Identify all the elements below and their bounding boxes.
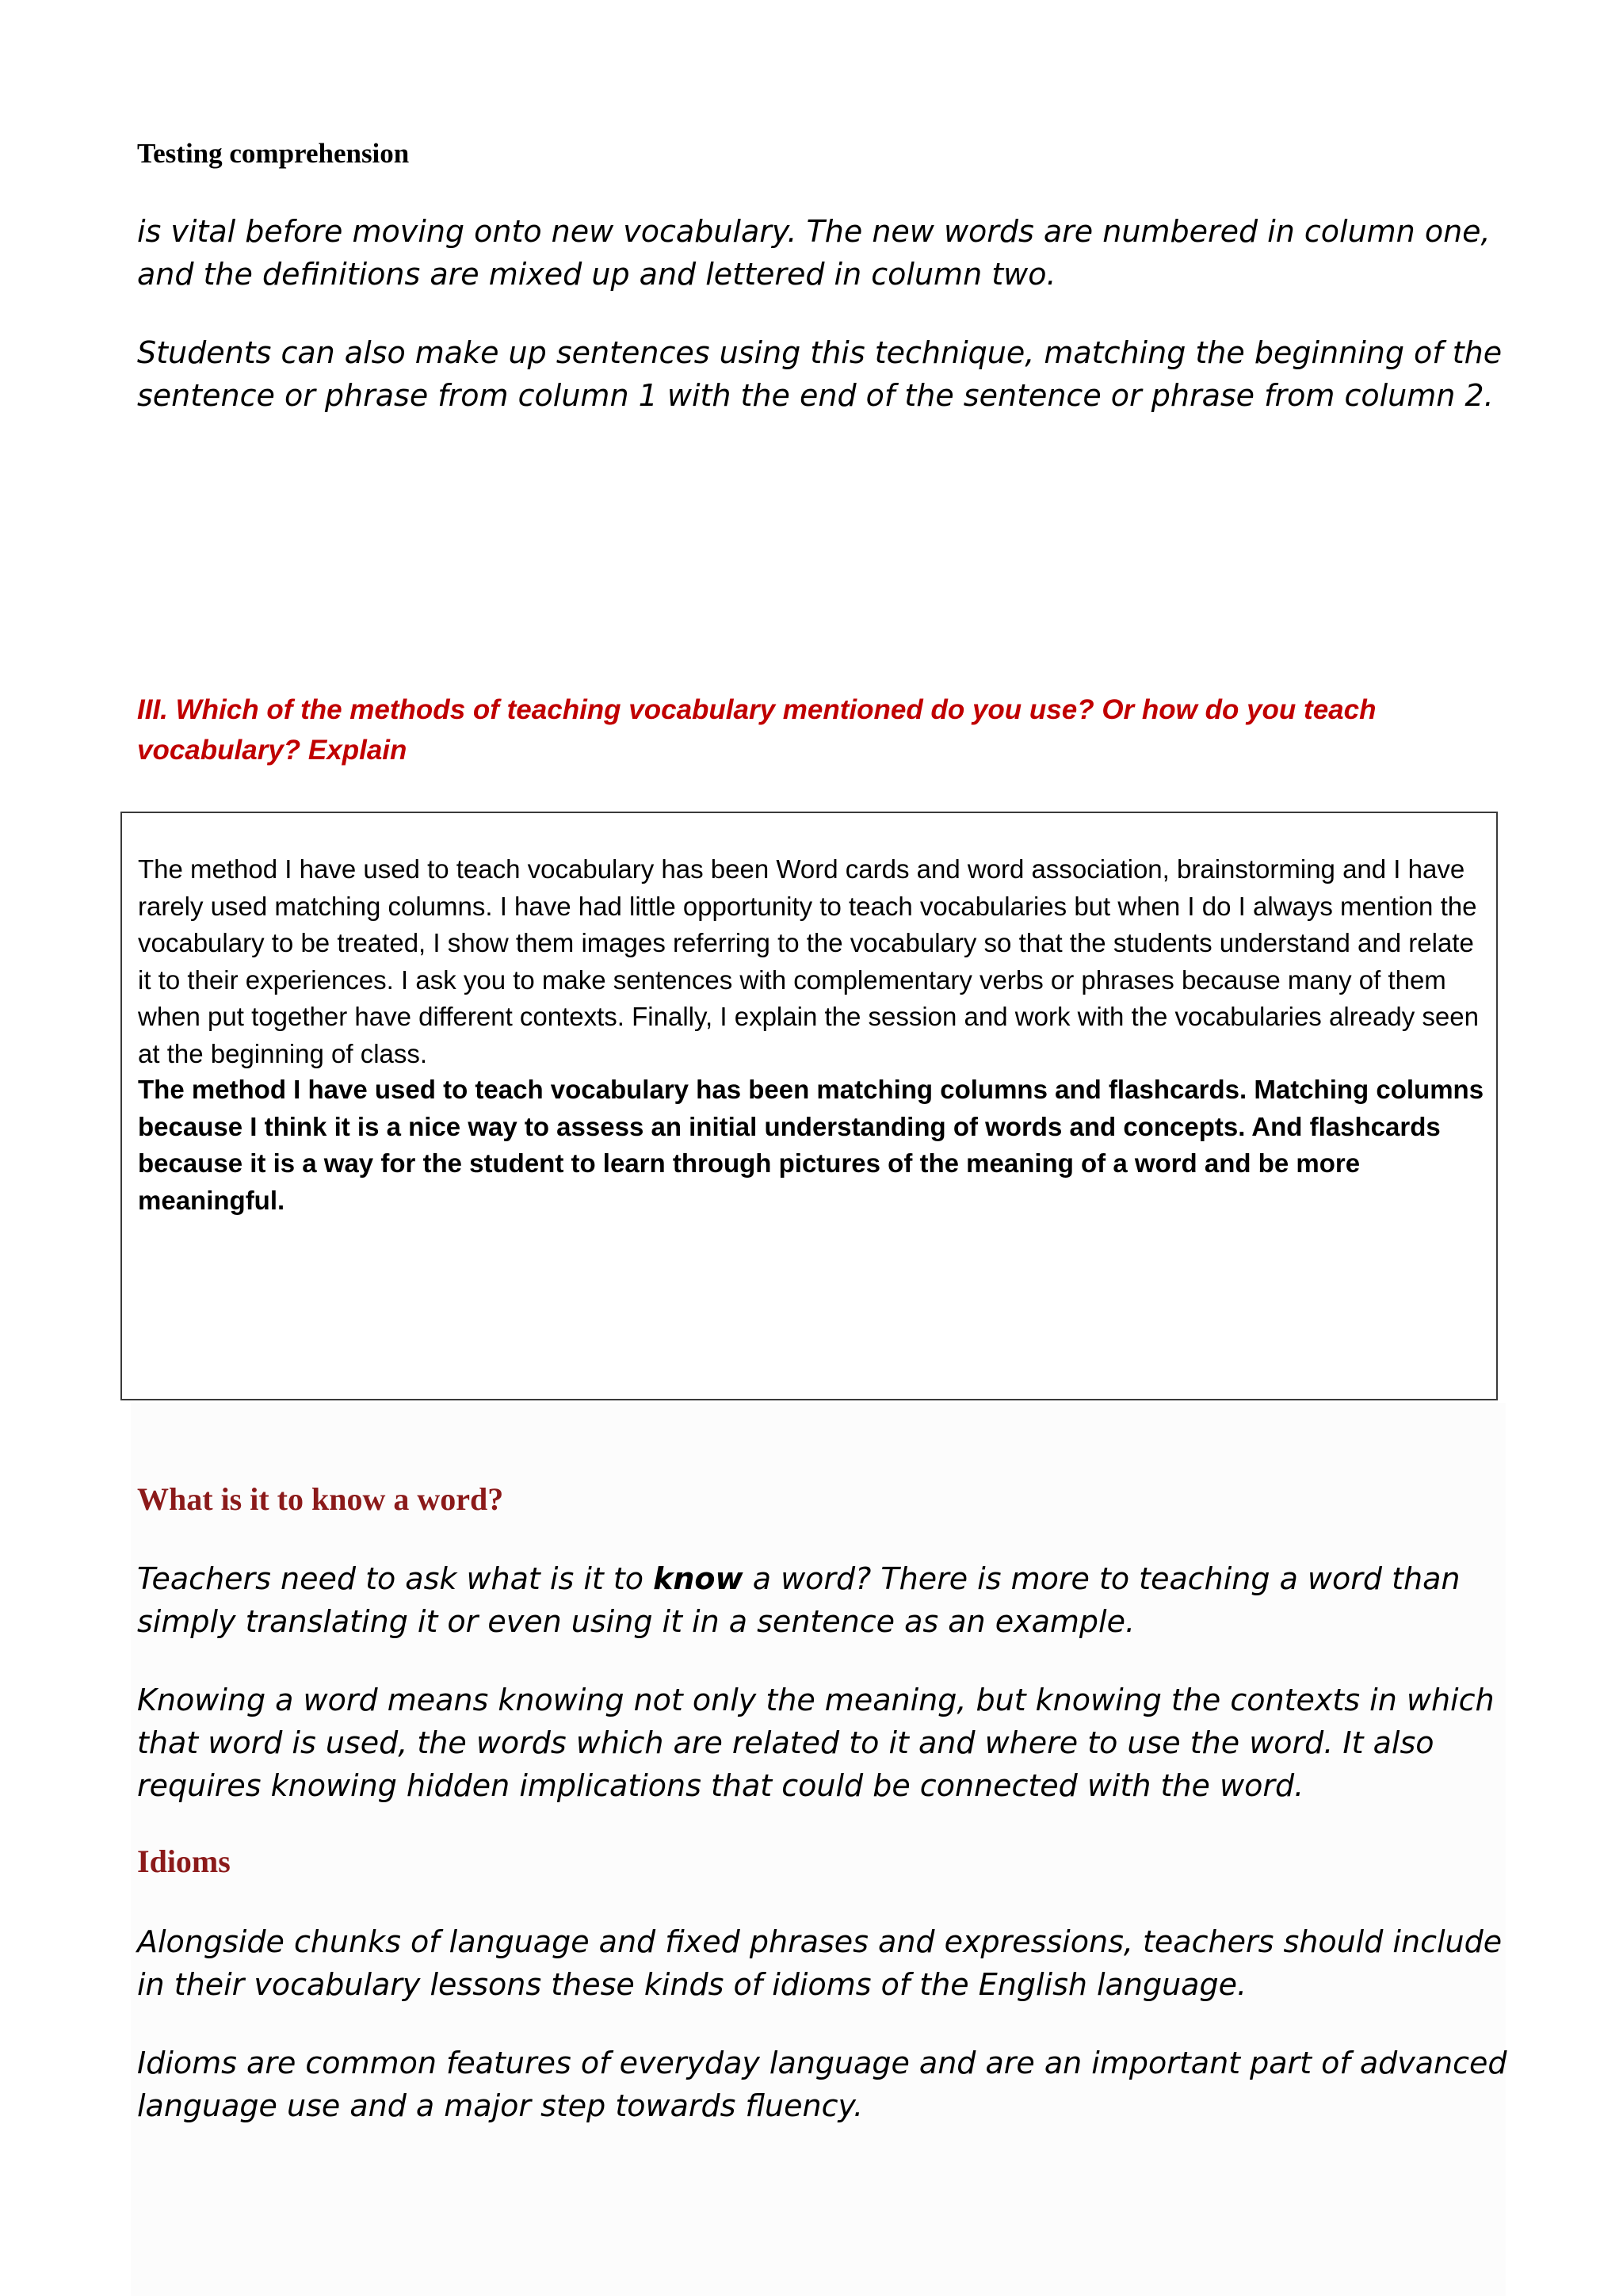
heading-idioms: Idioms xyxy=(137,1843,231,1879)
paragraph-teachers-ask-part2: a word? There is more to teaching a word than simply translating it or even using it in a sentence as an example. xyxy=(137,1561,1461,1639)
emphasis-know: know xyxy=(653,1561,743,1596)
paragraph-idioms-chunks: Alongside chunks of language and fixed phrases and expressions, teachers should include in their vocabulary lessons these kinds of idioms of the English language. xyxy=(137,1924,1503,2002)
question-iii: III. Which of the methods of teaching vocabulary mentioned do you use? Or how do you teach vocabulary? Explain xyxy=(137,694,1377,766)
heading-testing-comprehension: Testing comprehension xyxy=(137,138,410,169)
paragraph-sentence-matching: Students can also make up sentences using this technique, matching the beginning of the sentence or phrase from column 1 with the end of the sentence or phrase from column 2. xyxy=(137,335,1503,413)
paragraph-idioms-features: Idioms are common features of everyday language and are an important part of advanced language use and a major step towards fluency. xyxy=(137,2046,1507,2123)
paragraph-teachers-ask-part1: Teachers need to ask what is it to xyxy=(137,1561,654,1596)
answer-bold-text: The method I have used to teach vocabulary has been matching columns and flashcards. Matching columns because I think it is a nice way to assess an initial understanding of words and concepts. And flashcards because it is a way for the student to learn through pictures of the meaning of a word and be more meaningful. xyxy=(138,1075,1484,1215)
paragraph-knowing-a-word: Knowing a word means knowing not only the meaning, but knowing the contexts in which that word is used, the words which are related to it and where to use the word. It also requires knowing hidden implications that could be connected with the word. xyxy=(137,1683,1495,1803)
answer-box[interactable] xyxy=(120,812,1498,1400)
paragraph-testing-explanation: is vital before moving onto new vocabulary. The new words are numbered in column one, and the definitions are mixed up and lettered in column two. xyxy=(137,214,1491,292)
heading-know-a-word: What is it to know a word? xyxy=(137,1481,504,1517)
paragraph-teachers-ask xyxy=(137,1557,1516,1643)
shaded-background-panel xyxy=(131,1403,1506,2296)
answer-regular-text: The method I have used to teach vocabulary has been Word cards and word association, brainstorming and I have rarely used matching columns. I have had little opportunity to teach vocabularies but when I do I always mention the vocabulary to be treated, I show them images referring to the vocabulary so that the students understand and relate it to their experiences. I ask you to make sentences with complementary verbs or phrases because many of them when put together have different contexts. Finally, I explain the session and work with the vocabularies already seen at the beginning of class. xyxy=(138,854,1479,1068)
